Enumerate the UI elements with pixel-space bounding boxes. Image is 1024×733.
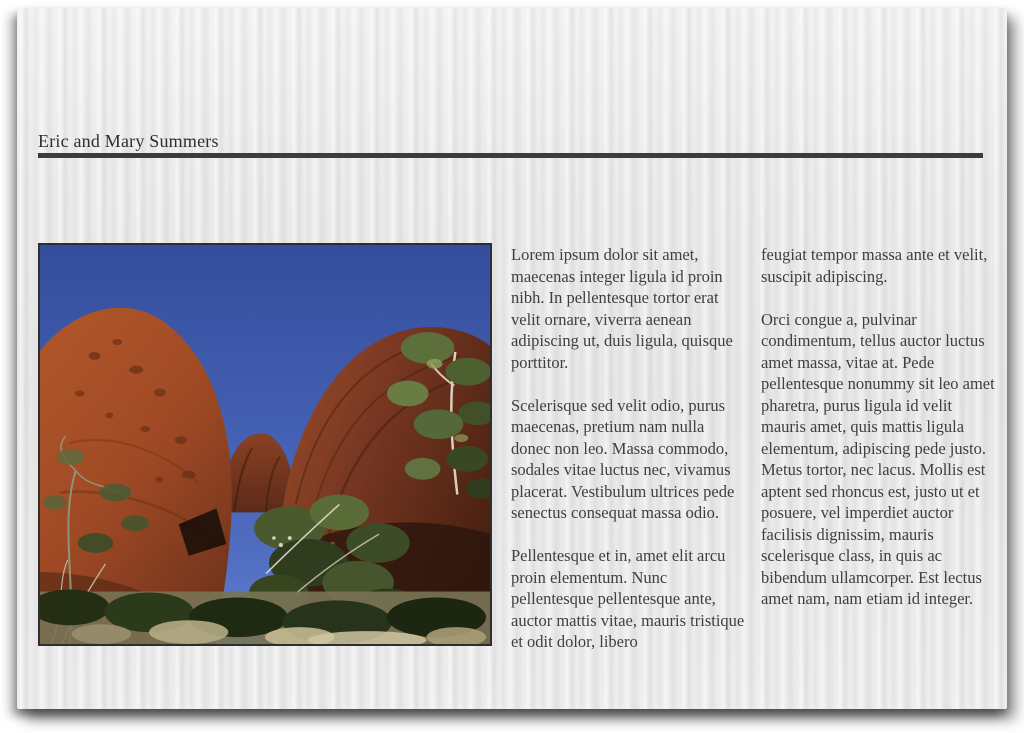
- rock-domes-scene: [40, 245, 490, 644]
- page-title: Eric and Mary Summers: [38, 131, 219, 151]
- paragraph: Scelerisque sed velit odio, purus maecenas, pretium nam nulla donec non leo. Massa commodo, sodales vitae luctus nec, vivamus placerat. Vestibulum ultrices pede senectus consequat massa odio.: [511, 395, 735, 522]
- text-column-left: [511, 244, 745, 674]
- paragraph: Lorem ipsum dolor sit amet, maecenas integer ligula id proin nibh. In pellentesque tortor erat velit ornare, viverra aenean adipiscing ut, duis ligula, quisque porttitor.: [511, 245, 733, 372]
- album-page: [17, 8, 1007, 709]
- paragraph: Pellentesque et in, amet elit arcu proin elementum. Nunc pellentesque pellentesque ante, auctor mattis vitae, mauris tristique et odit dolor, libero: [511, 546, 745, 651]
- text-column-right: [761, 244, 995, 631]
- paragraph: feugiat tempor massa ante et velit, suscipit adipiscing.: [761, 245, 988, 286]
- header-rule: [38, 153, 983, 158]
- landscape-photo[interactable]: [38, 243, 492, 646]
- paragraph: Orci congue a, pulvinar condimentum, tellus auctor luctus amet massa, vitae at. Pede pellentesque nonummy sit leo amet pharetra, purus ligula id velit mauris amet, quis mattis ligula elementum, adipiscing pede justo. Metus tortor, nec lacus. Mollis est aptent sed rhoncus est, justo ut et posuere, vel imperdiet auctor facilisis dignissim, mauris scelerisque class, in quis ac bibendum ullamcorper. Est lectus amet nam, nam etiam id integer.: [761, 309, 995, 608]
